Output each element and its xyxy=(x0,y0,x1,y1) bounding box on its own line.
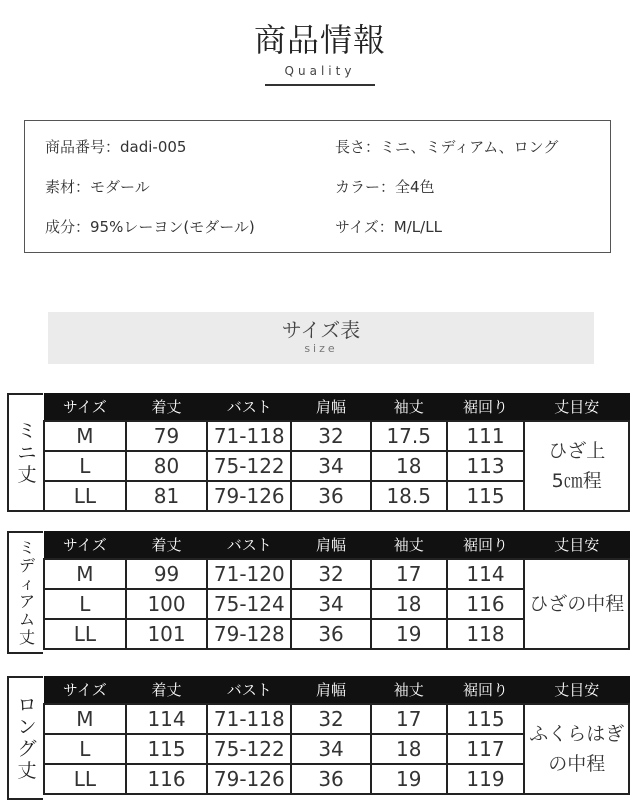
column-header: 肩幅 xyxy=(291,532,371,559)
table-cell: 75-122 xyxy=(207,734,291,764)
table-cell: 19 xyxy=(371,764,447,794)
table-cell: 32 xyxy=(291,704,371,734)
length-label-char: ミ xyxy=(17,419,37,442)
table-cell: 34 xyxy=(291,589,371,619)
table-cell: 79-128 xyxy=(207,619,291,649)
page-title: 商品情報 xyxy=(253,21,386,59)
table-cell: 36 xyxy=(291,764,371,794)
table-cell: 117 xyxy=(447,734,525,764)
column-header: 裾回り xyxy=(447,532,525,559)
column-header: 丈目安 xyxy=(524,394,629,421)
size-table-grid xyxy=(43,531,630,650)
table-cell: 118 xyxy=(447,619,525,649)
table-cell: 115 xyxy=(447,481,525,511)
table-cell: 36 xyxy=(291,619,371,649)
table-cell: 79-126 xyxy=(207,764,291,794)
table-cell: 99 xyxy=(126,559,208,589)
table-cell: 32 xyxy=(291,421,371,451)
product-info-box xyxy=(24,120,611,253)
column-header: 袖丈 xyxy=(371,394,447,421)
size-table-grid xyxy=(43,676,630,795)
table-cell: 34 xyxy=(291,734,371,764)
length-label-char: ア xyxy=(18,591,35,611)
table-cell: 115 xyxy=(126,734,208,764)
length-guide-line: ふくらはぎ xyxy=(529,722,625,745)
column-header: バスト xyxy=(207,677,291,704)
table-cell: 80 xyxy=(126,451,208,481)
table-cell: 116 xyxy=(447,589,525,619)
size-table-mini xyxy=(7,393,630,512)
info-product-no: 商品番号：dadi-005 xyxy=(45,138,187,156)
table-cell: M xyxy=(44,421,126,451)
length-label-char: デ xyxy=(18,555,35,575)
header xyxy=(0,18,640,86)
table-cell: 114 xyxy=(126,704,208,734)
column-header: バスト xyxy=(207,532,291,559)
length-guide xyxy=(524,704,629,794)
info-length: 長さ：ミニ、ミディアム、ロング xyxy=(335,138,559,156)
title-underline xyxy=(265,84,375,86)
table-cell: 71-118 xyxy=(207,421,291,451)
table-cell: 100 xyxy=(126,589,208,619)
length-label-long xyxy=(7,676,43,800)
table-cell: L xyxy=(44,451,126,481)
length-label-char: ロ xyxy=(17,694,37,716)
table-cell: 17 xyxy=(371,559,447,589)
table-cell: 19 xyxy=(371,619,447,649)
table-cell: 18 xyxy=(371,451,447,481)
column-header: 着丈 xyxy=(126,394,208,421)
table-cell: 81 xyxy=(126,481,208,511)
length-label-mini xyxy=(7,393,43,512)
length-guide-line: ひざ上 xyxy=(548,439,606,462)
table-cell: 101 xyxy=(126,619,208,649)
length-label-char: ニ xyxy=(17,441,37,464)
page-subtitle: Quality xyxy=(284,64,356,78)
column-header: サイズ xyxy=(44,394,126,421)
length-guide xyxy=(524,421,629,511)
column-header: サイズ xyxy=(44,532,126,559)
table-cell: 18 xyxy=(371,589,447,619)
table-cell: 116 xyxy=(126,764,208,794)
column-header: 着丈 xyxy=(126,677,208,704)
length-guide-line: 5㎝程 xyxy=(551,469,602,492)
column-header: 袖丈 xyxy=(371,677,447,704)
column-header: 袖丈 xyxy=(371,532,447,559)
size-chart-title: サイズ表 xyxy=(281,318,361,342)
table-cell: 71-118 xyxy=(207,704,291,734)
info-material: 素材：モダール xyxy=(45,178,150,196)
size-table-long xyxy=(7,676,630,800)
table-cell: 115 xyxy=(447,704,525,734)
length-label-medium xyxy=(7,531,43,654)
table-cell: 71-120 xyxy=(207,559,291,589)
size-chart-subtitle: size xyxy=(304,342,338,355)
column-header: 肩幅 xyxy=(291,677,371,704)
table-cell: 75-124 xyxy=(207,589,291,619)
table-cell: 17.5 xyxy=(371,421,447,451)
info-composition: 成分：95%レーヨン(モダール) xyxy=(45,218,255,236)
length-guide-line: の中程 xyxy=(548,752,606,775)
table-cell: 18 xyxy=(371,734,447,764)
table-cell: 79 xyxy=(126,421,208,451)
length-label-char: 丈 xyxy=(17,760,37,782)
length-label-char: ン xyxy=(17,716,37,738)
column-header: サイズ xyxy=(44,677,126,704)
table-row xyxy=(44,421,629,451)
length-label-char: 丈 xyxy=(18,627,35,647)
column-header: 丈目安 xyxy=(524,677,629,704)
length-label-char: 丈 xyxy=(17,463,37,486)
table-row xyxy=(44,704,629,734)
table-cell: 34 xyxy=(291,451,371,481)
size-table-medium xyxy=(7,531,630,654)
length-guide xyxy=(524,559,629,649)
table-cell: LL xyxy=(44,619,126,649)
column-header: バスト xyxy=(207,394,291,421)
table-cell: L xyxy=(44,589,126,619)
table-cell: 32 xyxy=(291,559,371,589)
table-cell: 111 xyxy=(447,421,525,451)
length-label-char: グ xyxy=(17,738,37,760)
info-size: サイズ：M/L/LL xyxy=(335,218,442,236)
column-header: 丈目安 xyxy=(524,532,629,559)
table-cell: M xyxy=(44,559,126,589)
table-cell: 114 xyxy=(447,559,525,589)
length-label-char: ィ xyxy=(18,573,35,593)
size-chart-banner xyxy=(48,312,594,364)
column-header: 裾回り xyxy=(447,394,525,421)
table-cell: M xyxy=(44,704,126,734)
size-table-grid xyxy=(43,393,630,512)
column-header: 着丈 xyxy=(126,532,208,559)
table-cell: L xyxy=(44,734,126,764)
table-cell: 17 xyxy=(371,704,447,734)
length-label-char: ム xyxy=(18,609,35,629)
table-cell: LL xyxy=(44,481,126,511)
table-cell: 119 xyxy=(447,764,525,794)
length-label-char: ミ xyxy=(18,537,35,557)
table-cell: 36 xyxy=(291,481,371,511)
info-color: カラー：全4色 xyxy=(335,178,435,196)
table-row xyxy=(44,559,629,589)
table-cell: 113 xyxy=(447,451,525,481)
table-cell: 75-122 xyxy=(207,451,291,481)
column-header: 肩幅 xyxy=(291,394,371,421)
table-cell: LL xyxy=(44,764,126,794)
table-cell: 18.5 xyxy=(371,481,447,511)
length-guide-line: ひざの中程 xyxy=(529,592,625,615)
column-header: 裾回り xyxy=(447,677,525,704)
table-cell: 79-126 xyxy=(207,481,291,511)
